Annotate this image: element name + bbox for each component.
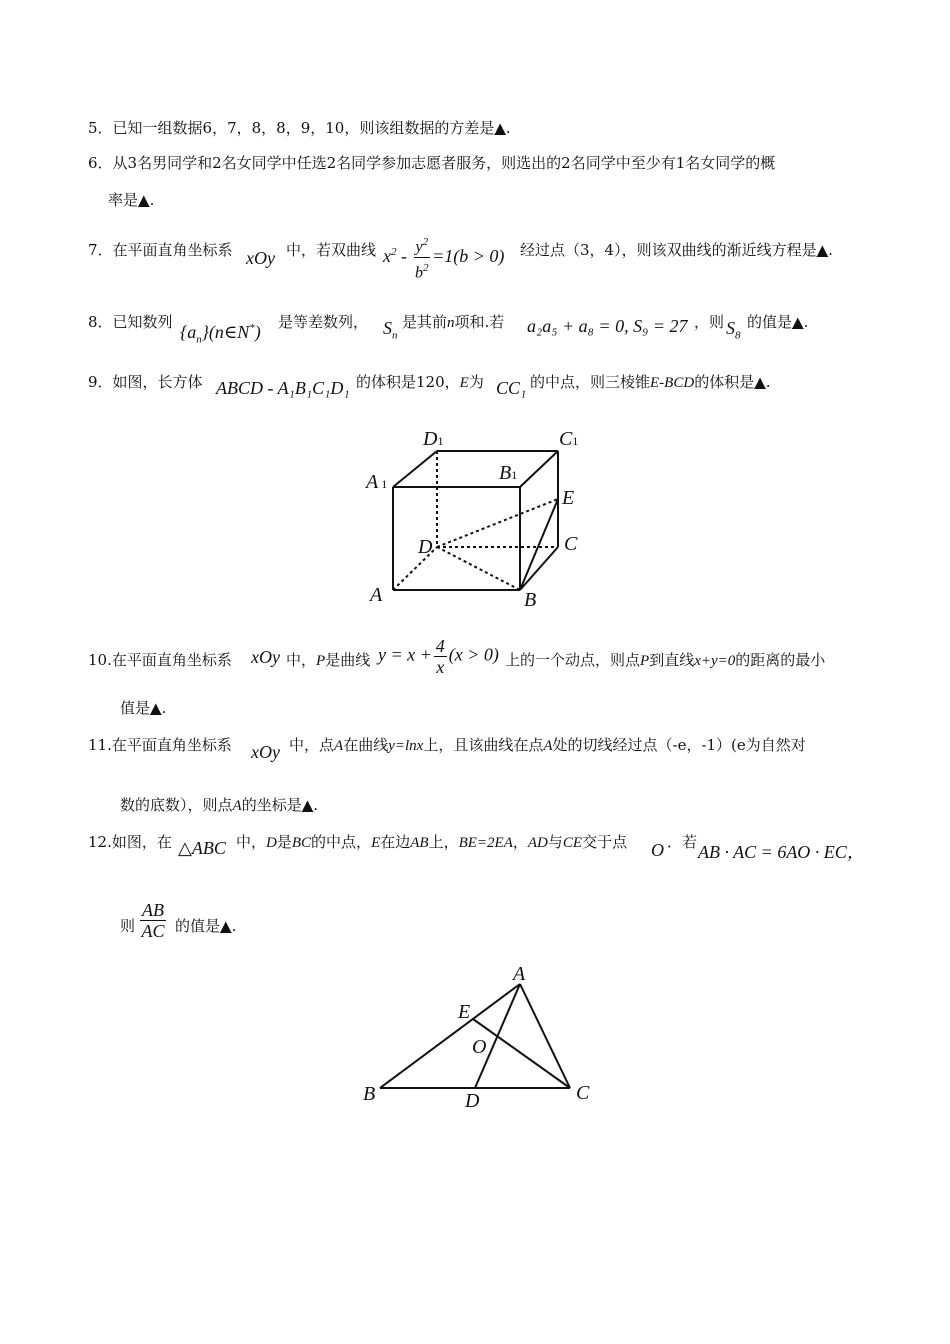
point-o: O bbox=[651, 840, 664, 860]
label-b1: B1 bbox=[499, 462, 518, 484]
label-c1: C1 bbox=[559, 428, 579, 450]
coord-system: xOy bbox=[251, 742, 280, 762]
hyperbola-equation: $x^2$ - $\frac{y^2}{b^2}$ =1(b > 0) bbox=[383, 232, 504, 284]
question-12-mid9: ．若 bbox=[667, 833, 698, 851]
question-5: 5．已知一组数据6，7，8，8，9，10，则该组数据的方差是▲. bbox=[88, 119, 511, 137]
question-9-mid: 的体积是120，E为 bbox=[356, 373, 484, 391]
cuboid-name: ABCD - A₁B₁C₁D₁ bbox=[216, 378, 350, 398]
label-d1: D1 bbox=[423, 428, 444, 450]
label-a: A bbox=[370, 584, 383, 606]
edge-cc1: CC₁ bbox=[496, 378, 527, 398]
side-ba bbox=[380, 984, 520, 1088]
answer-blank: ▲ bbox=[301, 796, 314, 814]
ratio-fraction: $\frac{AB}{AC}$ bbox=[141, 900, 165, 941]
edge-bc bbox=[520, 547, 558, 590]
label-o: O bbox=[472, 1036, 487, 1058]
label-a1: A 1 bbox=[366, 471, 388, 493]
segment-ec bbox=[473, 1019, 570, 1088]
answer-blank: ▲ bbox=[494, 119, 506, 137]
question-6-line2: 率是▲. bbox=[108, 191, 155, 209]
vector-condition: AB · AC = 6AO · EC， bbox=[698, 842, 865, 862]
question-10: 10.在平面直角坐标系 bbox=[88, 651, 232, 669]
edge-a1d1 bbox=[393, 451, 437, 487]
question-7: 7．在平面直角坐标系 bbox=[88, 241, 233, 259]
label-a: A bbox=[513, 963, 526, 985]
answer-blank: ▲ bbox=[150, 699, 162, 717]
edge-b1c1 bbox=[520, 451, 558, 487]
segment-db-hidden bbox=[437, 547, 520, 590]
coord-system: xOy bbox=[246, 248, 275, 268]
segment-be bbox=[520, 499, 558, 590]
curve-equation: y = x + $\frac{4}{x}$ (x > 0) bbox=[378, 636, 499, 677]
answer-blank: ▲ bbox=[754, 373, 766, 391]
label-c: C bbox=[576, 1082, 590, 1104]
label-e: E bbox=[562, 487, 575, 509]
question-10-mid: 中，P是曲线 bbox=[286, 651, 371, 669]
question-6: 6．从3名男同学和2名女同学中任选2名同学参加志愿者服务，则选出的2名同学中至少有1名女同学的概 bbox=[88, 154, 776, 172]
question-8-mid2: 是其前n项和.若 bbox=[402, 313, 505, 331]
question-12-post: 的值是▲. bbox=[175, 917, 237, 935]
condition-equation: a₂a₅ + a₈ = 0, S₉ = 27 bbox=[527, 316, 688, 336]
answer-blank: ▲ bbox=[220, 917, 232, 935]
question-10-line2: 值是▲. bbox=[120, 699, 167, 717]
sequence-notation: $\{a_n\}(n\in N^*)$ bbox=[180, 322, 261, 346]
question-9: 9．如图，长方体 bbox=[88, 373, 203, 391]
answer-blank: ▲ bbox=[816, 241, 829, 259]
question-12-line2: 则 bbox=[120, 917, 136, 935]
question-11-post: 中，点A在曲线y=lnx上，且该曲线在点A处的切线经过点（-e，-1）(e为自然对 bbox=[289, 736, 806, 754]
question-8-post: 的值是▲. bbox=[747, 313, 809, 331]
label-b: B bbox=[363, 1083, 376, 1105]
cuboid-figure bbox=[360, 420, 600, 610]
triangle-figure bbox=[355, 960, 605, 1110]
label-c: C bbox=[564, 533, 578, 555]
triangle-abc: △ABC bbox=[178, 838, 226, 858]
sum-s8: $S_8$ bbox=[726, 318, 741, 342]
question-9-post: 的中点，则三棱锥E-BCD的体积是▲. bbox=[530, 373, 771, 391]
question-11-line2: 数的底数），则点A的坐标是▲. bbox=[120, 796, 319, 814]
question-12-mid: 中，D是BC的中点，E在边AB上，BE=2EA，AD与CE交于点 bbox=[236, 833, 628, 851]
answer-blank: ▲ bbox=[138, 191, 150, 209]
question-11: 11.在平面直角坐标系 bbox=[88, 736, 232, 754]
question-8-mid4: ，则 bbox=[694, 313, 725, 331]
label-b: B bbox=[524, 589, 537, 610]
question-8: 8．已知数列 bbox=[88, 313, 173, 331]
side-ac bbox=[520, 984, 570, 1088]
question-7-post: 经过点（3，4），则该双曲线的渐近线方程是▲. bbox=[520, 241, 833, 259]
question-12: 12.如图，在 bbox=[88, 833, 172, 851]
answer-blank: ▲ bbox=[792, 313, 804, 331]
question-7-mid: 中，若双曲线 bbox=[286, 241, 377, 259]
coord-system: xOy bbox=[251, 647, 280, 667]
label-d: D bbox=[465, 1090, 480, 1110]
question-10-post: 上的一个动点，则点P到直线x+y=0的距离的最小 bbox=[505, 651, 826, 669]
label-e: E bbox=[458, 1001, 471, 1023]
label-d: D bbox=[418, 536, 433, 558]
question-8-mid: 是等差数列， bbox=[278, 313, 369, 331]
segment-de-hidden bbox=[437, 499, 558, 547]
sum-sn: $S_n$ bbox=[383, 318, 398, 342]
